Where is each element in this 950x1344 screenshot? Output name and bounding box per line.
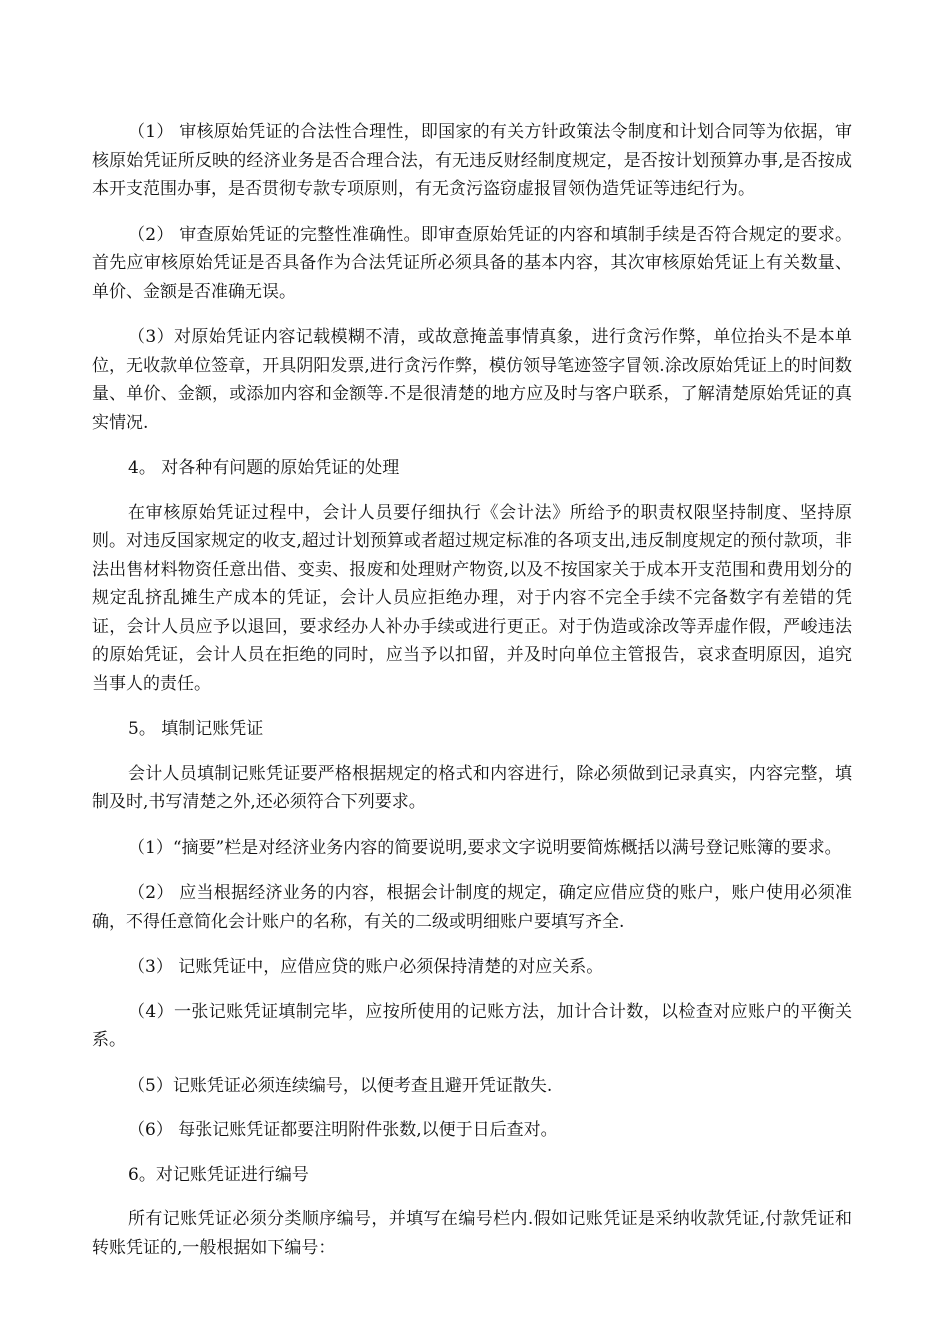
- document-body: [92, 118, 852, 1279]
- heading-fill-vouchers: 5。 填制记账凭证: [128, 719, 264, 739]
- paragraph-review-legality: （1） 审核原始凭证的合法性合理性，即国家的有关方针政策法令制度和计划合同等为依据，审核原始凭证所反映的经济业务是否合理合法，有无违反财经制度规定，是否按计划预算办事,是否按成本开支范围办事，是否贯彻专款专项原则，有无贪污盗窃虚报冒领伪造凭证等违纪行为。: [92, 122, 852, 199]
- paragraph-numbering-continuous: （5）记账凭证必须连续编号，以便考查且避开凭证散失.: [128, 1075, 553, 1096]
- paragraph-balance-check: （4）一张记账凭证填制完毕，应按所使用的记账方法，加计合计数，以检查对应账户的平衡关系。: [92, 1001, 852, 1050]
- heading-problem-vouchers: 4。 对各种有问题的原始凭证的处理: [128, 458, 400, 478]
- paragraph-summary-column: （1）“摘要”栏是对经济业务内容的简要说明,要求文字说明要简炼概括以满号登记账簿的要求。: [128, 837, 842, 858]
- paragraph-problem-handling: 在审核原始凭证过程中，会计人员要仔细执行《会计法》所给予的职责权限坚持制度、坚持原则。对违反国家规定的收支,超过计划预算或者超过规定标准的各项支出,违反制度规定的预付款项，非法出售材料物资任意出借、变卖、报废和处理财产物资,以及不按国家关于成本开支范围和费用划分的规定乱挤乱摊生产成本的凭证，会计人员应拒绝办理，对于内容不完全手续不完备数字有差错的凭证，会计人员应予以退回，要求经办人补办手续或进行更正。对于伪造或涂改等弄虚作假，严峻违法的原始凭证，会计人员在拒绝的同时，应当予以扣留，并及时向单位主管报告，哀求查明原因，追究当事人的责任。: [92, 502, 852, 694]
- paragraph-correspondence: （3） 记账凭证中，应借应贷的账户必须保持清楚的对应关系。: [128, 957, 604, 977]
- paragraph-attachments: （6） 每张记账凭证都要注明附件张数,以便于日后查对。: [128, 1120, 558, 1140]
- paragraph-accounts: （2） 应当根据经济业务的内容，根据会计制度的规定，确定应借应贷的账户，账户使用必须准确，不得任意简化会计账户的名称，有关的二级或明细账户要填写齐全.: [92, 883, 852, 932]
- paragraph-numbering-rules: 所有记账凭证必须分类顺序编号，并填写在编号栏内.假如记账凭证是采纳收款凭证,付款凭证和转账凭证的,一般根据如下编号：: [92, 1209, 852, 1258]
- heading-voucher-numbering: 6。对记账凭证进行编号: [128, 1164, 309, 1185]
- paragraph-vague-records: （3）对原始凭证内容记载模糊不清，或故意掩盖事情真象，进行贪污作弊，单位抬头不是本单位，无收款单位签章，开具阴阳发票,进行贪污作弊，模仿领导笔迹签字冒领.涂改原始凭证上的时间数量、单价、金额，或添加内容和金额等.不是很清楚的地方应及时与客户联系，了解清楚原始凭证的真实情况.: [92, 327, 852, 433]
- paragraph-review-completeness: （2） 审查原始凭证的完整性准确性。即审查原始凭证的内容和填制手续是否符合规定的要求。首先应审核原始凭证是否具备作为合法凭证所必须具备的基本内容，其次审核原始凭证上有关数量、单价、金额是否准确无误。: [92, 224, 852, 302]
- paragraph-fill-requirements: 会计人员填制记账凭证要严格根据规定的格式和内容进行，除必须做到记录真实，内容完整，填制及时,书写清楚之外,还必须符合下列要求。: [92, 763, 852, 812]
